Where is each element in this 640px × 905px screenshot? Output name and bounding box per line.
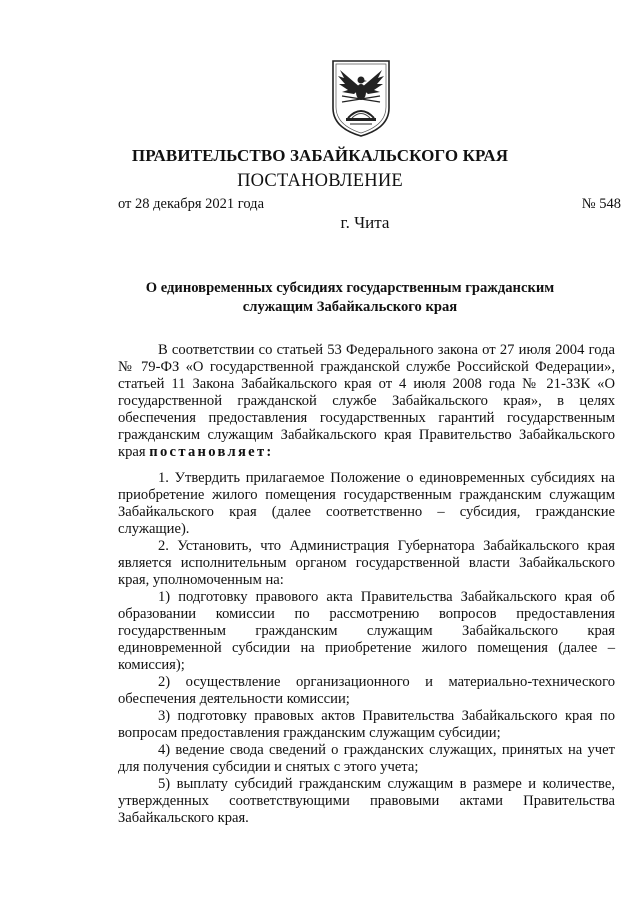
document-date: от 28 декабря 2021 года: [118, 196, 264, 212]
decree-word: постановляет:: [149, 444, 274, 460]
document-number: № 548: [581, 196, 621, 212]
subitem-5: 5) выплату субсидий гражданским служащим в размере и количестве, утвержденных соответствующими правовыми актами Правительства Забайкальского края.: [118, 776, 615, 826]
document-type: ПОСТАНОВЛЕНИЕ: [237, 171, 403, 191]
intro-paragraph: [118, 342, 615, 461]
intro-text: В соответствии со статьей 53 Федерального закона от 27 июля 2004 года № 79-ФЗ «О государственной гражданской службе Российской Федерации», статьей 11 Закона Забайкальского края от 4 июля 2008 года № 21-ЗЗК «О государственной гражданской службе Забайкальского края», в целях обеспечения предоставления государственных гарантий государственным гражданским служащим Забайкальского края Правительство Забайкальского края: [118, 342, 615, 460]
subitem-3: 3) подготовку правовых актов Правительства Забайкальского края по вопросам предоставления гражданским служащим субсидии;: [118, 708, 615, 741]
document-city: г. Чита: [340, 213, 390, 232]
document-body: [118, 342, 615, 827]
subitem-4: 4) ведение свода сведений о гражданских служащих, принятых на учет для получения субсидии и снятых с этого учета;: [118, 742, 615, 775]
item-2: 2. Установить, что Администрация Губернатора Забайкальского края является исполнительным органом государственной власти Забайкальского края, уполномоченным на:: [118, 538, 615, 588]
item-1: 1. Утвердить прилагаемое Положение о единовременных субсидиях на приобретение жилого помещения государственным гражданским служащим Забайкальского края (далее соответственно – субсидия, гражданские служащие).: [118, 470, 615, 537]
subitem-1: 1) подготовку правового акта Правительства Забайкальского края об образовании комиссии по рассмотрению вопросов предоставления государственным гражданским служащим Забайкальского края единовременной субсидии на приобретение жилого помещения (далее – комиссия);: [118, 589, 615, 673]
document-title: О единовременных субсидиях государственным гражданским служащим Забайкальского края: [145, 280, 555, 315]
subitem-2: 2) осуществление организационного и материально-технического обеспечения деятельности комиссии;: [118, 674, 615, 707]
coat-of-arms-icon: [330, 58, 392, 138]
government-name: ПРАВИТЕЛЬСТВО ЗАБАЙКАЛЬСКОГО КРАЯ: [131, 146, 509, 165]
